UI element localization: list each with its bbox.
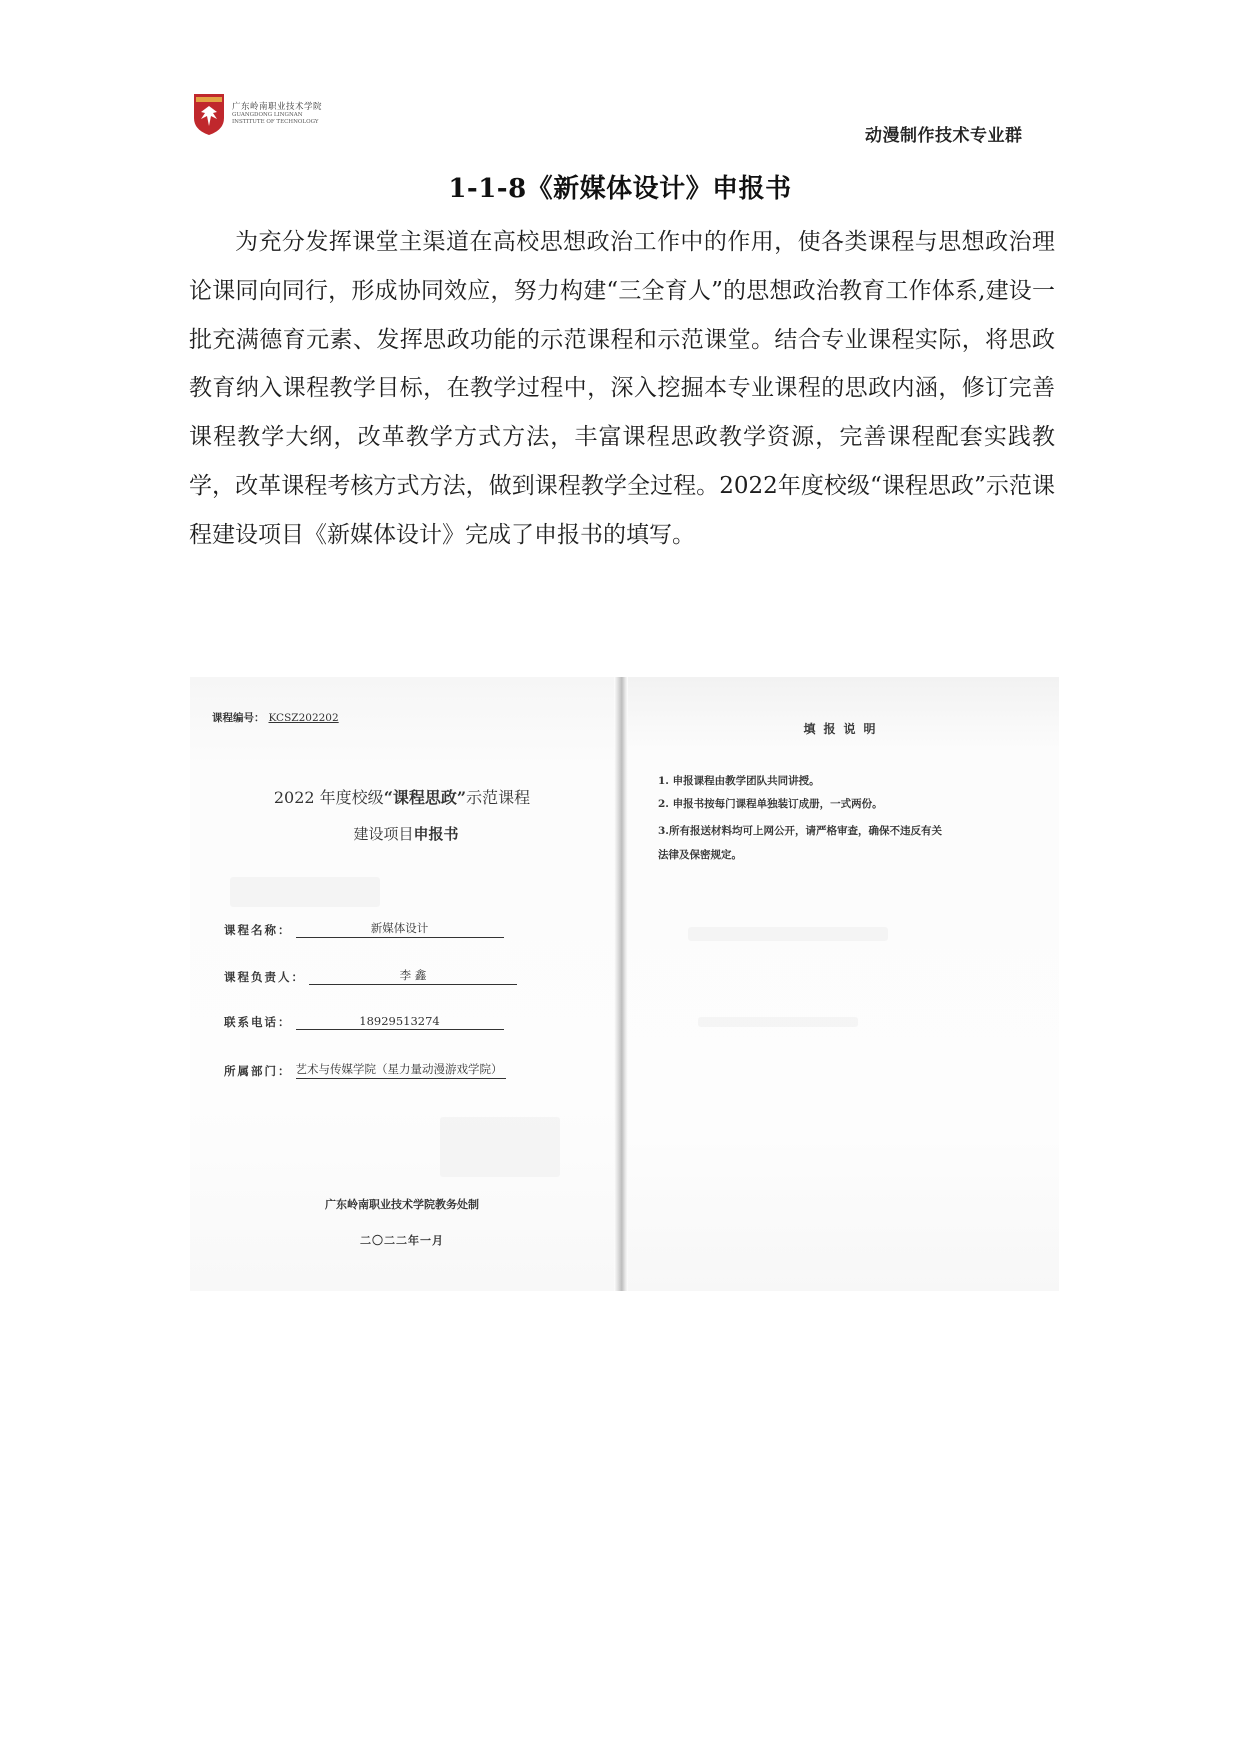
scanned-instructions-page	[628, 677, 1059, 1291]
field-label: 课程负责人：	[224, 970, 305, 984]
specialty-group-label: 动漫制作技术专业群	[865, 126, 1023, 146]
instruction-item: 3.所有报送材料均可上网公开，请严格审查，确保不违反有关法律及保密规定。	[658, 825, 942, 861]
cover-title-line2	[190, 823, 614, 844]
institute-emblem-icon	[192, 92, 226, 136]
instruction-item: 2. 申报书按每门课程单独装订成册，一式两份。	[658, 798, 883, 810]
logo-english-line1: GUANGDONG LINGNAN	[232, 112, 303, 118]
field-label: 所属部门：	[224, 1064, 292, 1078]
cover-title-emphasis: “课程思政”	[383, 788, 467, 807]
cover-title-line1	[190, 785, 614, 808]
field-value: 18929513274	[296, 1014, 504, 1030]
course-code-value: KCSZ202202	[268, 712, 339, 724]
logo-chinese-name: 广东岭南职业技术学院	[232, 102, 323, 112]
institute-logo	[192, 92, 352, 138]
page-spine-divider	[614, 677, 628, 1291]
field-label: 联系电话：	[224, 1015, 292, 1029]
cover-date: 二〇二二年一月	[360, 1234, 444, 1247]
cover-title-project: 建设项目	[353, 825, 414, 843]
body-paragraph: 为充分发挥课堂主渠道在高校思想政治工作中的作用，使各类课程与思想政治理论课同向同行，形成协同效应，努力构建“三全育人”的思想政治教育工作体系,建设一批充满德育元素、发挥思政功能的示范课程和示范课堂。结合专业课程实际，将思政教育纳入课程教学目标，在教学过程中，深入挖掘本专业课程的思政内涵，修订完善课程教学大纲，改革教学方式方法，丰富课程思政教学资源，完善课程配套实践教学，改革课程考核方式方法，做到课程教学全过程。2022年度校级“课程思政”示范课程建设项目《新媒体设计》完成了申报书的填写。	[189, 229, 1055, 548]
field-label: 课程名称：	[224, 923, 292, 937]
scanned-cover-page	[190, 677, 614, 1291]
field-value: 李 鑫	[309, 967, 517, 985]
page-title: 1-1-8《新媒体设计》申报书	[448, 174, 792, 204]
field-department	[224, 1061, 506, 1079]
course-code	[212, 710, 339, 725]
field-value: 艺术与传媒学院（星力量动漫游戏学院）	[296, 1061, 506, 1079]
cover-title-doc: 申报书	[413, 825, 459, 843]
cover-issuer: 广东岭南职业技术学院教务处制	[325, 1198, 479, 1211]
field-course-lead	[224, 967, 517, 985]
field-value: 新媒体设计	[296, 920, 504, 938]
instructions-title: 填报说明	[803, 722, 884, 736]
course-code-label: 课程编号：	[212, 712, 265, 724]
instruction-item: 1. 申报课程由教学团队共同讲授。	[658, 775, 820, 787]
field-course-name	[224, 920, 504, 938]
cover-title-year: 2022 年度校级	[273, 788, 384, 807]
field-phone	[224, 1014, 504, 1030]
cover-title-course: 示范课程	[466, 788, 531, 807]
logo-english-line2: INSTITUTE OF TECHNOLOGY	[232, 119, 319, 125]
